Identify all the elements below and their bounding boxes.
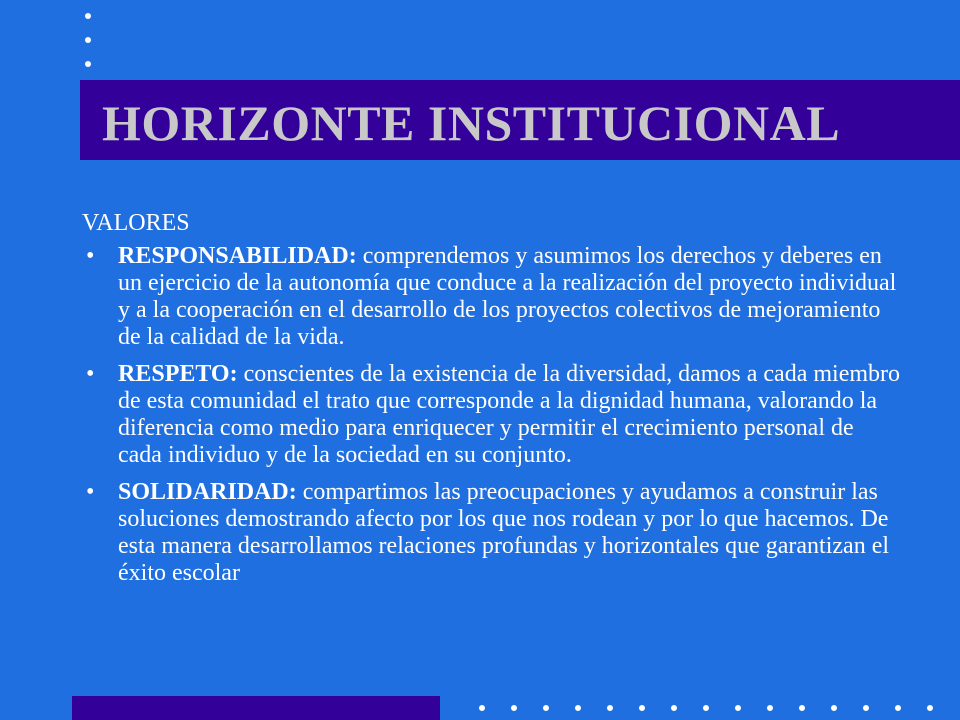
value-description: compartimos las preocupaciones y ayudamos a construir las soluciones demostrando afecto por los que nos rodean y por lo que hacemos. De esta manera desarrollamos relaciones profundas y horizontales que garantizan el éxito escolar <box>118 479 890 586</box>
decor-dot <box>703 705 709 711</box>
value-term: SOLIDARIDAD: <box>118 479 297 505</box>
decor-dot <box>479 705 485 711</box>
bullet-icon: • <box>86 361 95 387</box>
decor-dot <box>575 705 581 711</box>
decor-dot <box>85 61 91 67</box>
decor-dot <box>863 705 869 711</box>
bullet-icon: • <box>86 479 95 505</box>
decor-dot <box>671 705 677 711</box>
bottom-accent-bar <box>72 696 440 720</box>
value-term: RESPONSABILIDAD: <box>118 243 357 269</box>
value-description: conscientes de la existencia de la diversidad, damos a cada miembro de esta comunidad el trato que corresponde a la dignidad humana, valorando la diferencia como medio para enriquecer y permitir el crecimiento personal de cada individuo y de la sociedad en su conjunto. <box>118 361 901 468</box>
decor-dot <box>895 705 901 711</box>
list-item <box>82 479 902 587</box>
decor-dot <box>927 705 933 711</box>
title-bar <box>80 80 960 160</box>
decor-dot <box>85 37 91 43</box>
decor-dot <box>831 705 837 711</box>
slide-content <box>82 210 902 597</box>
decor-dot <box>607 705 613 711</box>
value-description: comprendemos y asumimos los derechos y deberes en un ejercicio de la autonomía que conduce a la realización del proyecto individual y a la cooperación en el desarrollo de los proyectos colectivos de mejoramiento de la calidad de la vida. <box>118 243 897 350</box>
decor-dot <box>543 705 549 711</box>
section-heading: VALORES <box>82 210 190 236</box>
decor-dot <box>799 705 805 711</box>
list-item <box>82 361 902 469</box>
value-term: RESPETO: <box>118 361 238 387</box>
decor-dot <box>85 13 91 19</box>
values-list <box>82 243 902 587</box>
decor-dot <box>639 705 645 711</box>
slide-title: HORIZONTE INSTITUCIONAL <box>102 95 841 151</box>
decor-dot <box>767 705 773 711</box>
decor-dot <box>735 705 741 711</box>
decor-dot <box>511 705 517 711</box>
bullet-icon: • <box>86 243 95 269</box>
list-item <box>82 243 902 351</box>
